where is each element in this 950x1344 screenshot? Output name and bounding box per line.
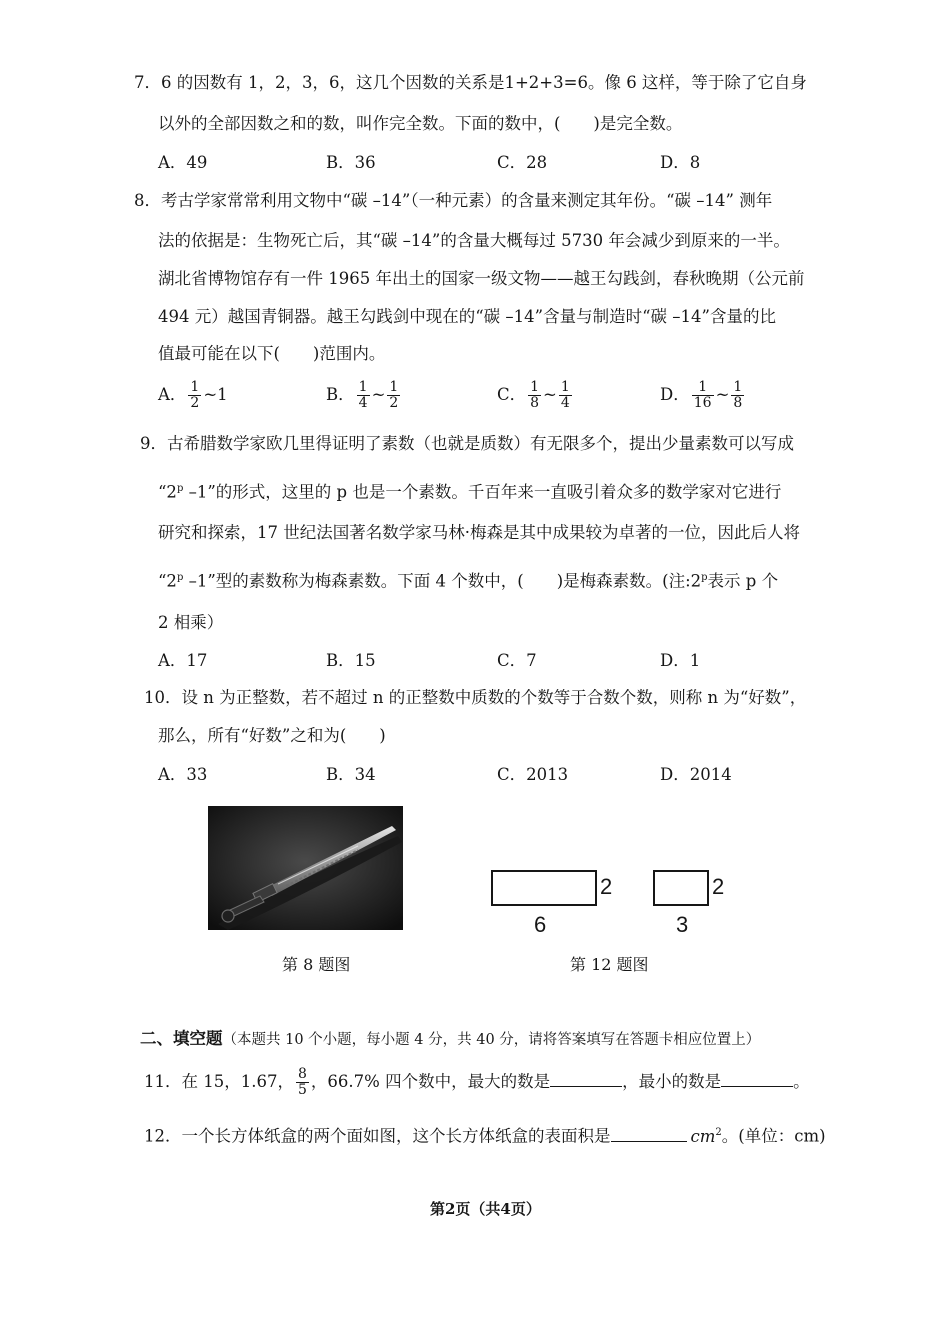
q9-line3: 研究和探索，17 世纪法国著名数学家马林·梅森是其中成果较为卓著的一位，因此后人将: [158, 523, 800, 542]
q9-option-a: A．17: [158, 651, 208, 670]
q10-option-a: A．33: [158, 765, 208, 784]
rect1-bottom-label: 6: [534, 912, 547, 937]
range-separator: ~: [715, 385, 730, 404]
rect-small: [654, 871, 708, 905]
sword-illustration: [208, 806, 403, 930]
fraction: $\frac{1}{2}$: [389, 379, 399, 411]
rectangles-diagram: [490, 868, 740, 940]
option-label: D．: [660, 385, 690, 404]
q9-option-c: C．7: [497, 651, 537, 670]
section2-note: （本题共 10 个小题，每小题 4 分，共 40 分，请将答案填写在答题卡相应位置上）: [222, 1032, 761, 1048]
q8-option-d: [660, 380, 746, 411]
q7-line1: 7．6 的因数有 1，2，3，6，这几个因数的关系是1+2+3=6。像 6 这样，等于除了它自身: [134, 73, 807, 92]
page-footer: 第2页（共4页）: [430, 1200, 541, 1218]
q8-option-b: [326, 380, 402, 411]
fig12-diagram: [490, 868, 740, 940]
fig8-caption: 第 8 题图: [282, 955, 351, 974]
q8-line5: 值最可能在以下( )范围内。: [158, 344, 386, 363]
fraction: $\frac{1}{8}$: [733, 379, 743, 411]
q11-line: 11．在 15，1.67， $\frac{8}{5}$ ，66.7% 四个数中，最大的数是 ，最小的数是 。: [144, 1066, 810, 1098]
q7-option-d: D．8: [660, 153, 701, 172]
q7-line2: 以外的全部因数之和的数，叫作完全数。下面的数中，( )是完全数。: [158, 114, 683, 133]
q9-line5: 2 相乘）: [158, 613, 224, 632]
q7-option-c: C．28: [497, 153, 548, 172]
rect2-bottom-label: 3: [676, 912, 689, 937]
q10-option-c: C．2013: [497, 765, 569, 784]
option-label: A．: [158, 385, 187, 404]
q9-line4: “2$^p$ –1”型的素数称为梅森素数。下面 4 个数中，( )是梅森素数。(注:2$^p$表示 p 个: [158, 571, 779, 591]
rect2-side-label: 2: [712, 874, 725, 899]
rect1-side-label: 2: [600, 874, 613, 899]
q12-line: 12．一个长方体纸盒的两个面如图，这个长方体纸盒的表面积是 $cm^2$。(单位：cm): [144, 1126, 826, 1146]
q10-line1: 10．设 n 为正整数，若不超过 n 的正整数中质数的个数等于合数个数，则称 n 为“好数”，: [144, 688, 807, 707]
fraction: $\frac{1}{8}$: [530, 379, 540, 411]
q9-option-b: B．15: [326, 651, 376, 670]
q9-option-d: D．1: [660, 651, 701, 670]
q8-option-c: [497, 380, 574, 411]
fraction: $\frac{8}{5}$: [297, 1066, 307, 1098]
range-separator: ~: [543, 385, 557, 404]
sword-photo: [208, 806, 403, 930]
answer-blank-smallest[interactable]: [721, 1070, 793, 1087]
rect-large: [492, 871, 596, 905]
option-tail: ~1: [203, 385, 228, 404]
q8-line4: 494 元）越国青铜器。越王勾践剑中现在的“碳 –14”含量与制造时“碳 –14”含量的比: [158, 307, 776, 326]
q9-line2: “2$^p$ –1”的形式，这里的 p 也是一个素数。千百年来一直吸引着众多的数学家对它进行: [158, 482, 782, 502]
fraction: $\frac{1}{2}$: [190, 379, 200, 411]
q7-option-b: B．36: [326, 153, 376, 172]
option-label: C．: [497, 385, 527, 404]
q9-line1: 9．古希腊数学家欧几里得证明了素数（也就是质数）有无限多个，提出少量素数可以写成: [140, 434, 794, 453]
q8-option-a: [158, 380, 228, 411]
answer-blank-largest[interactable]: [550, 1070, 622, 1087]
section2-title: 二、填空题: [140, 1029, 223, 1048]
section2-heading: [140, 1028, 760, 1051]
q8-line2: 法的依据是：生物死亡后，其“碳 –14”的含量大概每过 5730 年会减少到原来的一半。: [158, 231, 790, 250]
range-separator: ~: [371, 385, 386, 404]
option-label: B．: [326, 385, 355, 404]
fraction: $\frac{1}{16}$: [693, 379, 712, 411]
q7-option-a: A．49: [158, 153, 208, 172]
q8-line3: 湖北省博物馆存有一件 1965 年出土的国家一级文物——越王勾践剑，春秋晚期（公元前: [158, 269, 805, 288]
fraction: $\frac{1}{4}$: [358, 379, 368, 411]
answer-blank-area[interactable]: [611, 1125, 687, 1142]
q10-option-d: D．2014: [660, 765, 732, 784]
q10-line2: 那么，所有“好数”之和为( ): [158, 726, 386, 745]
q8-line1: 8．考古学家常常利用文物中“碳 –14”（一种元素）的含量来测定其年份。“碳 –14” 测年: [134, 191, 773, 210]
fig12-caption: 第 12 题图: [570, 955, 649, 974]
fraction: $\frac{1}{4}$: [560, 379, 570, 411]
q10-option-b: B．34: [326, 765, 376, 784]
